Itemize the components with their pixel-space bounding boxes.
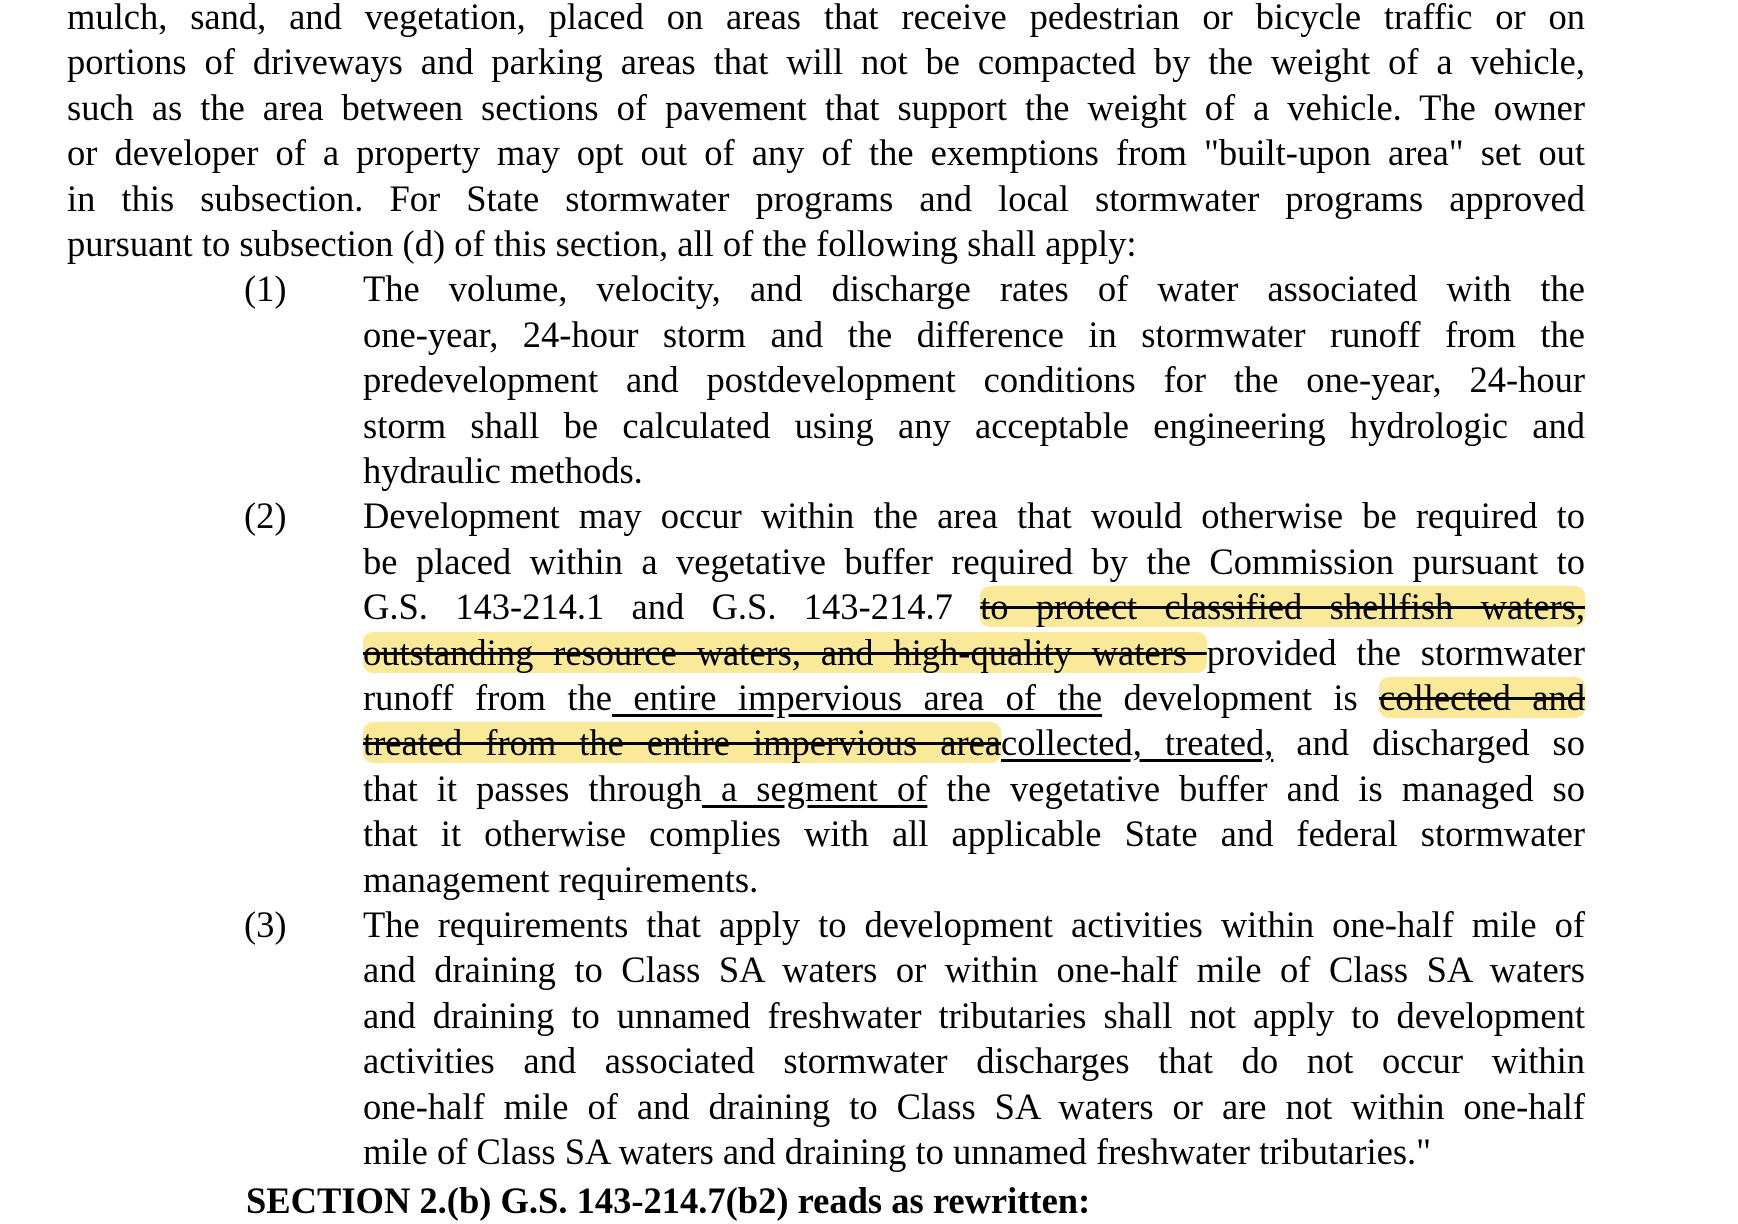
item-line: [363, 493, 1585, 538]
deleted-text: treated from the entire impervious area: [363, 722, 1002, 764]
intro-line: [67, 130, 1585, 175]
item-line: [363, 266, 1585, 311]
item-number: (2): [244, 495, 287, 537]
deleted-text: collected and: [1379, 677, 1585, 718]
inserted-text: a segment of: [701, 767, 928, 809]
item-line: [363, 1129, 1585, 1174]
text-run: The volume, velocity, and discharge rates of water associated with the: [363, 268, 1585, 310]
intro-line: [67, 176, 1585, 221]
text-run: activities and associated stormwater discharges that do not occur within: [363, 1040, 1585, 1082]
text-run: G.S. 143-214.1 and G.S. 143-214.7: [363, 586, 981, 628]
intro-line: [67, 221, 1585, 266]
item-line: [363, 1084, 1585, 1129]
text-run: Development may occur within the area that would otherwise be required to: [363, 495, 1585, 537]
item-line: [363, 675, 1585, 720]
text-run: mile of Class SA waters and draining to unnamed freshwater tributaries.": [363, 1131, 1432, 1172]
text-run: such as the area between sections of pavement that support the weight of a vehicle. The owner: [67, 86, 1585, 128]
text-run: that it passes through: [363, 767, 702, 809]
item-number: (1): [244, 268, 287, 310]
item-line: [363, 357, 1585, 402]
text-run: the vegetative buffer and is managed so: [927, 767, 1585, 809]
text-run: The requirements that apply to development activities within one-half mile of: [363, 904, 1585, 945]
inserted-text: entire impervious area of the: [611, 677, 1103, 718]
text-run: provided the stormwater: [1206, 631, 1585, 673]
text-run: and draining to unnamed freshwater tributaries shall not apply to development: [363, 994, 1585, 1036]
item-line: [363, 448, 1585, 493]
text-run: one-year, 24-hour storm and the difference in stormwater runoff from the: [363, 313, 1585, 355]
item-line: [363, 312, 1585, 357]
deleted-text: to protect classified shellfish waters,: [980, 586, 1585, 628]
text-run: predevelopment and postdevelopment conditions for the one-year, 24-hour: [363, 359, 1585, 401]
text-run: in this subsection. For State stormwater programs and local stormwater programs approved: [67, 177, 1585, 219]
intro-line: [67, 85, 1585, 130]
text-run: storm shall be calculated using any acceptable engineering hydrologic and: [363, 404, 1585, 446]
item-line: [363, 857, 1585, 902]
item-line: [363, 811, 1585, 856]
text-run: and discharged so: [1273, 722, 1585, 764]
item-line: [363, 720, 1585, 765]
text-run: development is: [1102, 677, 1380, 718]
text-run: runoff from the: [363, 677, 612, 718]
text-run: hydraulic methods.: [363, 450, 643, 491]
text-run: be placed within a vegetative buffer required by the Commission pursuant to: [363, 540, 1585, 582]
next-section-heading: SECTION 2.(b) G.S. 143-214.7(b2) reads as rewritten:: [246, 1180, 1091, 1222]
text-run: management requirements.: [363, 858, 759, 900]
text-run: one-half mile of and draining to Class SA waters or are not within one-half: [363, 1085, 1585, 1127]
item-number: (3): [244, 904, 287, 945]
intro-line: [67, 39, 1585, 84]
item-line: [363, 630, 1585, 675]
text-run: and draining to Class SA waters or within one-half mile of Class SA waters: [363, 949, 1585, 991]
item-line: [363, 584, 1585, 629]
intro-line: [67, 0, 1585, 39]
item-line: [363, 993, 1585, 1038]
text-run: mulch, sand, and vegetation, placed on areas that receive pedestrian or bicycle traffic or on: [67, 0, 1585, 37]
text-run: pursuant to subsection (d) of this section, all of the following shall apply:: [67, 223, 1137, 264]
item-line: [363, 1038, 1585, 1083]
text-run: that it otherwise complies with all applicable State and federal stormwater: [363, 813, 1585, 855]
inserted-text: collected, treated,: [1001, 722, 1274, 764]
item-line: [363, 902, 1585, 947]
text-run: portions of driveways and parking areas that will not be compacted by the weight of a vehicle,: [67, 41, 1585, 83]
text-run: or developer of a property may opt out of any of the exemptions from "built-upon area" set out: [67, 132, 1585, 174]
item-line: [363, 539, 1585, 584]
item-line: [363, 947, 1585, 992]
item-line: [363, 403, 1585, 448]
deleted-text: outstanding resource waters, and high-quality waters: [363, 631, 1207, 673]
item-line: [363, 766, 1585, 811]
